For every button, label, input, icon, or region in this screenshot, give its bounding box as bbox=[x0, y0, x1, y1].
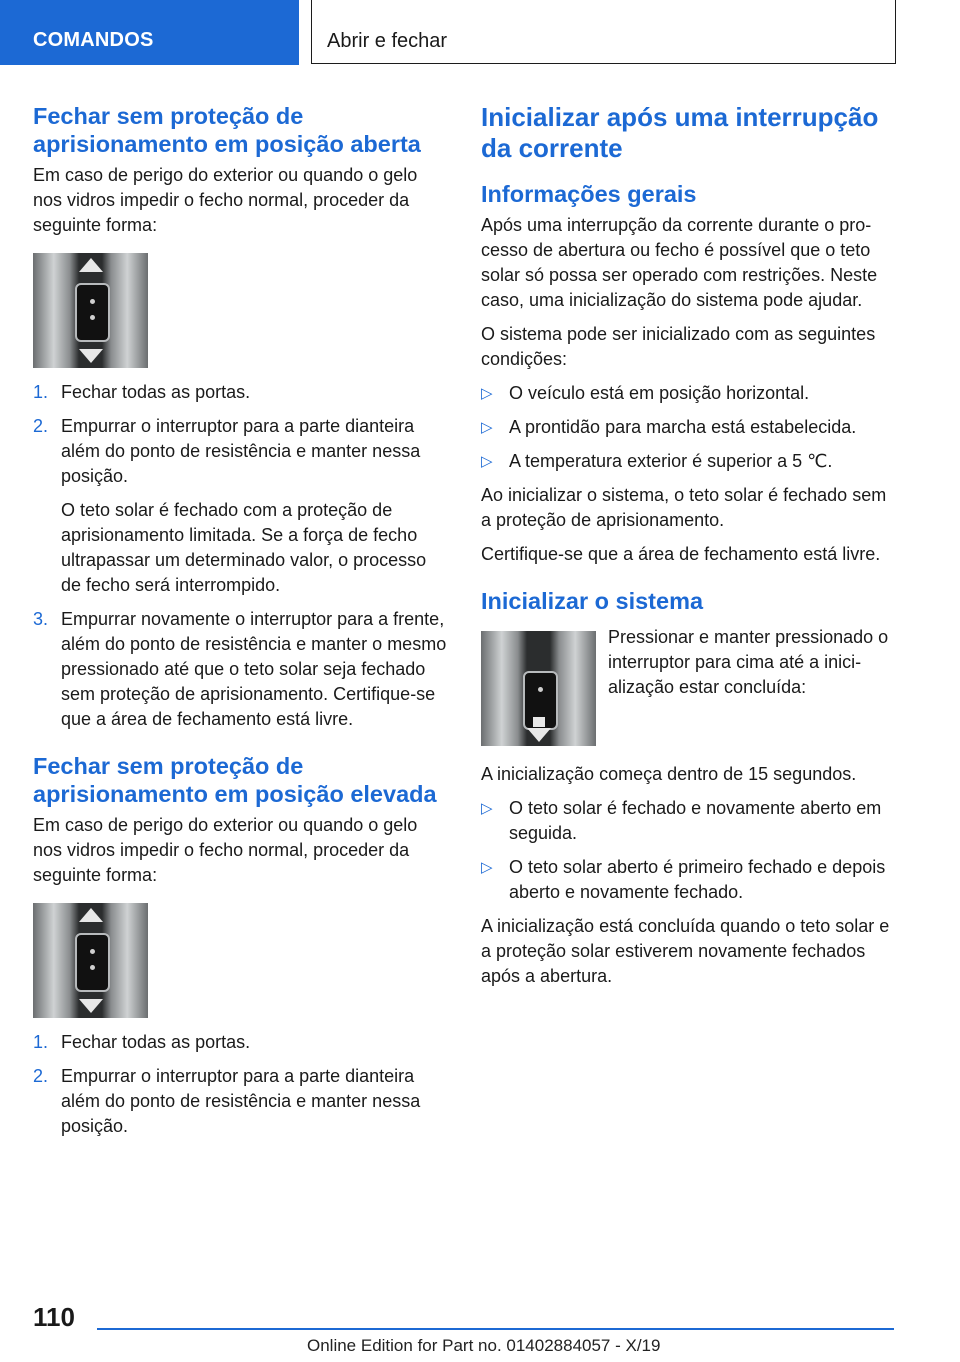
triangle-bullet-icon: ▷ bbox=[481, 385, 493, 402]
paragraph: Ao inicializar o sistema, o teto solar é fechado sem a proteção de aprisionamento. bbox=[481, 485, 887, 530]
list-item bbox=[33, 1030, 448, 1055]
chapter-tab bbox=[311, 0, 896, 64]
paragraph: A inicialização está concluída quando o teto solar e a proteção solar estiverem novamente fechados após a abertura. bbox=[481, 916, 890, 986]
conditions-list bbox=[481, 381, 901, 474]
step-text: Empurrar novamente o interruptor para a frente, além do ponto de resistência e manter o mesmo pressionado até que o teto solar seja fechado sem proteção de aprisionamento. Certifique-se que a área de fechamento está livre. bbox=[61, 609, 447, 729]
arrow-down-icon bbox=[79, 999, 103, 1013]
step-number: 3. bbox=[33, 609, 49, 629]
edition-text: Online Edition for Part no. 01402884057 - X/19 bbox=[307, 1336, 661, 1355]
list-item bbox=[481, 796, 901, 846]
list-item bbox=[481, 855, 901, 905]
step-number: 1. bbox=[33, 1032, 49, 1052]
list-item bbox=[33, 607, 448, 732]
step-text: Empurrar o interruptor para a parte dianteira além do ponto de resistência e manter nessa posição. bbox=[61, 1066, 421, 1136]
section-title-raised: Fechar sem proteção de aprisionamento em posição elevada bbox=[33, 753, 437, 807]
condition-text: O veículo está em posição horizontal. bbox=[509, 383, 810, 403]
roof-switch-press-image bbox=[481, 631, 596, 746]
steps-list-raised bbox=[33, 1030, 448, 1139]
steps-list-open bbox=[33, 380, 448, 732]
triangle-bullet-icon: ▷ bbox=[481, 859, 493, 876]
paragraph: Certifique-se que a área de fechamento está livre. bbox=[481, 544, 881, 564]
list-item bbox=[481, 381, 901, 406]
arrow-up-icon bbox=[79, 258, 103, 272]
footer-rule bbox=[97, 1328, 894, 1330]
list-item bbox=[481, 415, 901, 440]
triangle-bullet-icon: ▷ bbox=[481, 800, 493, 817]
triangle-bullet-icon: ▷ bbox=[481, 419, 493, 436]
arrow-press-icon bbox=[527, 728, 551, 742]
left-column bbox=[33, 102, 448, 1148]
step-number: 1. bbox=[33, 382, 49, 402]
arrow-down-icon bbox=[79, 349, 103, 363]
step-text: Fechar todas as portas. bbox=[61, 1032, 251, 1052]
right-column bbox=[481, 102, 901, 998]
step-number: 2. bbox=[33, 1066, 49, 1086]
condition-text: A temperatura exterior é superior a 5 ℃. bbox=[509, 451, 833, 471]
switch-shape bbox=[75, 283, 110, 342]
section-label: COMANDOS bbox=[33, 29, 154, 51]
list-item bbox=[33, 414, 448, 598]
result-text: O teto solar é fechado e novamente aberto em seguida. bbox=[509, 798, 882, 843]
triangle-bullet-icon: ▷ bbox=[481, 453, 493, 470]
switch-shape bbox=[75, 933, 110, 992]
step-text: Empurrar o interruptor para a parte dianteira além do ponto de resistência e manter nessa posição. bbox=[61, 416, 421, 486]
arrow-up-icon bbox=[79, 908, 103, 922]
condition-text: A prontidão para marcha está estabelecida. bbox=[509, 417, 857, 437]
paragraph: Pressionar e manter pressionado o interruptor para cima até a inicialização estar concluída: bbox=[608, 627, 889, 697]
subsection-init-system: Inicializar o sistema bbox=[481, 588, 704, 614]
list-item bbox=[481, 449, 901, 474]
result-text: O teto solar aberto é primeiro fechado e depois aberto e novamente fechado. bbox=[509, 857, 886, 902]
section-title-init: Inicializar após uma interrupção da corrente bbox=[481, 102, 879, 163]
list-item bbox=[33, 380, 448, 405]
roof-switch-image bbox=[33, 903, 148, 1018]
step-text: Fechar todas as portas. bbox=[61, 382, 251, 402]
paragraph: A inicialização começa dentro de 15 segundos. bbox=[481, 764, 857, 784]
subsection-general: Informações gerais bbox=[481, 181, 697, 207]
section-tab bbox=[0, 0, 299, 65]
step-note: O teto solar é fechado com a proteção de aprisionamento limitada. Se a força de fecho ultrapassar um determinado valor, o processo de fecho será interrompido. bbox=[61, 500, 427, 595]
press-bar bbox=[533, 717, 545, 727]
results-list bbox=[481, 796, 901, 905]
section-title-open: Fechar sem proteção de aprisionamento em posição aberta bbox=[33, 103, 421, 157]
section-intro-raised: Em caso de perigo do exterior ou quando o gelo nos vidros impedir o fecho normal, proceder da seguinte forma: bbox=[33, 815, 418, 885]
list-item bbox=[33, 1064, 448, 1139]
chapter-label: Abrir e fechar bbox=[327, 30, 448, 52]
step-number: 2. bbox=[33, 416, 49, 436]
paragraph: Após uma interrupção da corrente durante o processo de abertura ou fecho é possível que o teto solar só possa ser operado com restrições. Neste caso, uma inicialização do sistema pode ajudar. bbox=[481, 215, 878, 310]
page-number: 110 bbox=[33, 1302, 75, 1332]
roof-switch-image bbox=[33, 253, 148, 368]
paragraph: O sistema pode ser inicializado com as seguintes condições: bbox=[481, 324, 876, 369]
section-intro-open: Em caso de perigo do exterior ou quando o gelo nos vidros impedir o fecho normal, proceder da seguinte forma: bbox=[33, 165, 418, 235]
